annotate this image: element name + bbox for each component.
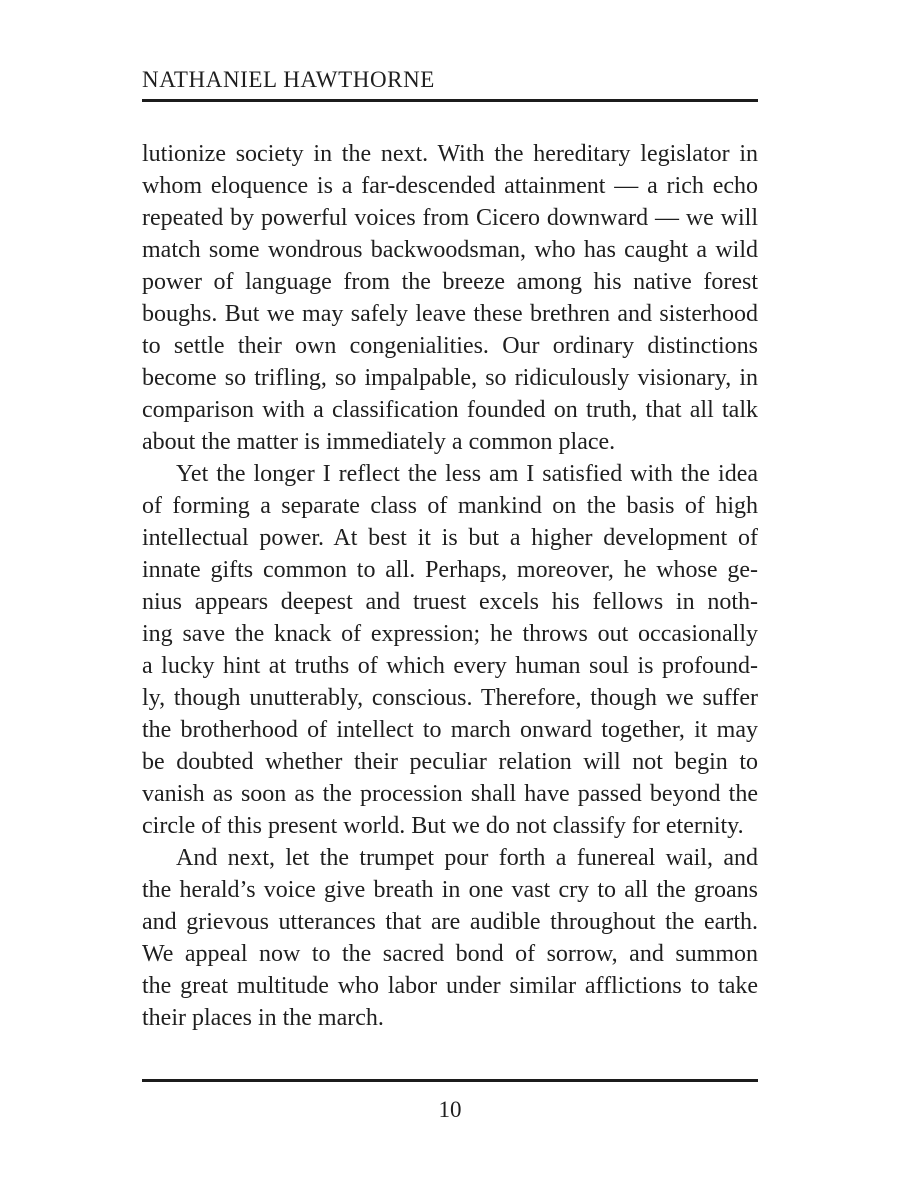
page-number: 10 — [438, 1097, 462, 1122]
text-line: and grievous utterances that are audible throughout the earth. — [142, 909, 758, 935]
text-line: power of language from the breeze among his native forest — [142, 269, 758, 295]
text-line: boughs. But we may safely leave these brethren and sisterhood — [142, 301, 758, 327]
text-line: ing save the knack of expression; he throws out occasionally — [142, 621, 758, 647]
text-line: about the matter is immediately a common place. — [142, 429, 616, 455]
header-rule — [142, 99, 758, 102]
text-line: intellectual power. At best it is but a higher development of — [142, 525, 758, 551]
text-line: And next, let the trumpet pour forth a funereal wail, and — [176, 845, 758, 871]
text-line: to settle their own congenialities. Our ordinary distinctions — [142, 333, 758, 359]
text-line: circle of this present world. But we do not classify for eternity. — [142, 813, 744, 839]
text-line: We appeal now to the sacred bond of sorrow, and summon — [142, 941, 758, 967]
text-line: comparison with a classification founded on truth, that all talk — [142, 397, 758, 423]
body-text — [142, 138, 758, 1034]
text-line: innate gifts common to all. Perhaps, moreover, he whose ge- — [142, 557, 758, 583]
text-line: of forming a separate class of mankind on the basis of high — [142, 493, 758, 519]
text-line: be doubted whether their peculiar relation will not begin to — [142, 749, 758, 775]
running-head: NATHANIEL HAWTHORNE — [142, 67, 435, 92]
text-line: the herald’s voice give breath in one vast cry to all the groans — [142, 877, 758, 903]
text-line: the brotherhood of intellect to march onward together, it may — [142, 717, 758, 743]
footer-rule — [142, 1079, 758, 1082]
text-line: whom eloquence is a far-descended attainment — a rich echo — [142, 173, 758, 199]
text-line: lutionize society in the next. With the hereditary legislator in — [142, 141, 758, 167]
text-line: become so trifling, so impalpable, so ridiculously visionary, in — [142, 365, 758, 391]
text-line: vanish as soon as the procession shall have passed beyond the — [142, 781, 758, 807]
text-line: their places in the march. — [142, 1005, 384, 1031]
text-line: a lucky hint at truths of which every human soul is profound- — [142, 653, 758, 679]
text-line: Yet the longer I reflect the less am I satisfied with the idea — [176, 461, 758, 487]
text-line: ly, though unutterably, conscious. Therefore, though we suffer — [142, 685, 758, 711]
text-line: the great multitude who labor under similar afflictions to take — [142, 973, 758, 999]
text-line: match some wondrous backwoodsman, who has caught a wild — [142, 237, 758, 263]
text-line: nius appears deepest and truest excels his fellows in noth- — [142, 589, 758, 615]
text-line: repeated by powerful voices from Cicero downward — we will — [142, 205, 758, 231]
